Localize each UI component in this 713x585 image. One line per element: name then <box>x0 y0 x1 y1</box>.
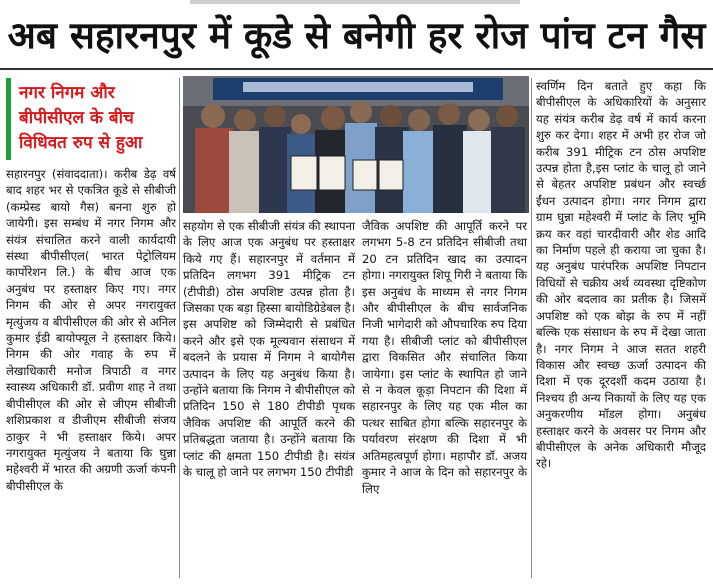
subheadline-line-1: नगर निगम और <box>19 83 115 103</box>
article-column-4 <box>536 78 706 472</box>
column-1-text: सहारनपुर (संवाददाता)। करीब डेढ़ वर्ष बाद शहर भर से एकत्रित कूडे से सीबीजी (कम्प्रेस्ड बायो गैस) बनना शुरु हो जायेगी। इस सम्बंध में नगर निगम और संयंत्र संचालित करने वाली कार्यदायी संस्था बीपीसीएल( भारत पेट्रोलियम कार्पोरेशन लि.) के बीच आज एक अनुबंध पर हस्ताक्षर किए गए। नगर निगम की ओर से अपर नगरायुक्त मृत्युंजय व बीपीसीएल की ओर से अनिल कुमार ईडी बायोफ्यूल ने हस्ताक्षर किये। निगम की ओर गवाह के रुप में लेखाधिकारी मनोज त्रिपाठी व नगर स्वास्थ्य अधिकारी डॉ. प्रवीण शाह ने तथा बीपीसीएल की ओर से जीएम सीबीजी शशिप्रकाश व डीजीएम सीबीजी संजय ठाकुर ने भी हस्ताक्षर किये। अपर नगरायुक्त मृत्युंजय ने बताया कि घुन्ना महेश्वरी में भारत की अग्रणी ऊर्जा कंपनी बीपीसीएल के <box>6 167 176 493</box>
column-divider-2 <box>531 78 532 578</box>
column-divider-1 <box>179 78 180 578</box>
column-2-text: सहयोग से एक सीबीजी संयंत्र की स्थापना के लिए आज एक अनुबंध पर हस्ताक्षर किये गए हैं। सहारनपुर में वर्तमान में प्रतिदिन लगभग 391 मीट्रिक टन (टीपीडी) ठोस अपशिष्ट उत्पन्न होता है। जिसका एक बड़ा हिस्सा बायोडिग्रेडेबल है। इस अपशिष्ट को जिम्मेदारी से प्रबंधित करने और इसे एक मूल्यवान संसाधन में बदलने के प्रयास में निगम ने बायोगैस उत्पादन के लिए यह अनुबंध किया है। उन्होंने बताया कि निगम ने बीपीसीएल को प्रतिदिन 150 से 180 टीपीडी पृथक जैविक अपशिष्ट की आपूर्ति करने की प्रतिबद्धता जताया है। उन्होंने बताया कि प्लांट की क्षमता 150 टीपीडी है। संयंत्र के चालू हो जाने पर लगभग 150 टीपीडी <box>183 219 355 480</box>
article-column-2 <box>183 218 355 481</box>
subheadline-line-2: बीपीसीएल के बीच <box>19 108 134 128</box>
article-column-1 <box>6 166 176 494</box>
headline-rule <box>0 68 713 70</box>
subheadline-box <box>6 78 179 160</box>
subheadline-line-3: विधिवत रुप से हुआ <box>19 133 143 153</box>
group-signing-photo <box>183 76 529 213</box>
top-edge-line <box>190 0 520 4</box>
photo-illustration <box>183 76 529 213</box>
article-column-3 <box>362 218 527 497</box>
headline: अब सहारनपुर में कूडे से बनेगी हर रोज पांच टन गैस <box>7 14 706 57</box>
column-4-text: स्वर्णिम दिन बताते हुए कहा कि बीपीसीएल के अधिकारियों के अनुसार यह संयंत्र करीब डेढ़ वर्ष में कार्य करना शुरु कर देगा। शहर में अभी हर रोज जो करीब 391 मीट्रिक टन ठोस अपशिष्ट उत्पन्न होता है,इस प्लांट के चालू हो जाने से बेहतर अपशिष्ट प्रबंधन और स्वर्च्छ ईंधन उत्पादन होगा। नगर निगम द्वारा ग्राम घुन्ना महेश्वरी में प्लांट के लिए भूमि क्रय कर वहां चारदीवारी और शेड आदि का निर्माण पहले ही कराया जा चुका है। यह अनुबंध पारंपरिक अपशिष्ट निपटान विधियों से चक्रीय अर्थ व्यवस्था दृष्टिकोण की ओर बदलाव का प्रतीक है। जिसमें अपशिष्ट को एक बोझ के रुप में नहीं बल्कि एक संसाधन के रुप में देखा जाता है। नगर निगम ने आज सतत शहरी विकास और स्वच्छ ऊर्जा उत्पादन की दिशा में एक दूरदर्शी कदम उठाया है। निश्चय ही अन्य निकायों के लिए यह एक अनुकरणीय मॉडल होगा। अनुबंध हस्ताक्षर करने के अवसर पर निगम और बीपीसीएल के अनेक अधिकारी मौजूद रहे। <box>536 79 706 471</box>
column-3-text: जैविक अपशिष्ट की आपूर्ति करने पर लगभग 5-8 टन प्रतिदिन सीबीजी तथा 20 टन प्रतिदिन खाद का उत्पादन होगा। नगरायुक्त शिपू गिरी ने बताया कि इस अनुबंध के माध्यम से नगर निगम और बीपीसीएल के बीच सार्वजनिक निजी भागेदारी को औपचारिक रुप दिया गया है। सीबीजी प्लांट को बीपीसीएल द्वारा विकसित और संचालित किया जायेगा। इस प्लांट के स्थापित हो जाने से न केवल कूड़ा निपटान की दिशा में सहारनपुर के लिए यह एक मील का पत्थर साबित होगा बल्कि सहारनपुर के पर्यावरण संरक्षण की दिशा में भी अतिमहत्वपूर्ण होगा। महापौर डॉ. अजय कुमार ने आज के दिन को सहारनपुर के लिए <box>362 219 527 496</box>
